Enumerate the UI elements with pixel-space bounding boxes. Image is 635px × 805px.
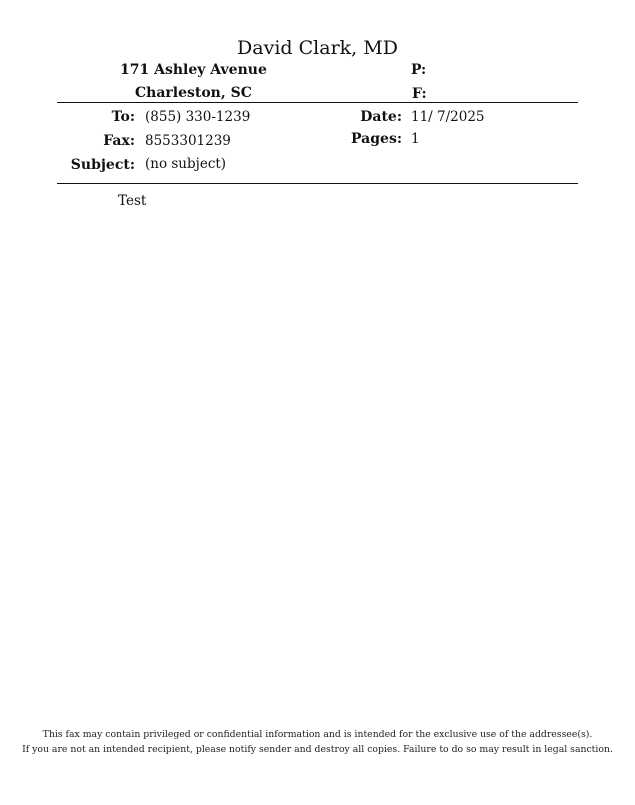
pages-value: 1 — [411, 131, 420, 147]
to-value: (855) 330-1239 — [145, 109, 251, 125]
sender-name: David Clark, MD — [237, 37, 398, 59]
pages-label: Pages: — [351, 131, 402, 147]
message-body: Test — [118, 193, 147, 209]
phone-label: P: — [411, 62, 427, 78]
fax-value: 8553301239 — [145, 133, 231, 149]
confidentiality-notice-line-2: If you are not an intended recipient, please notify sender and destroy all copies. Failure to do so may result in legal sanction. — [22, 744, 613, 755]
sender-fax-label: F: — [412, 86, 427, 102]
address-line-2: Charleston, SC — [135, 85, 252, 101]
fax-label: Fax: — [103, 133, 135, 149]
subject-value: (no subject) — [145, 156, 227, 172]
address-line-1: 171 Ashley Avenue — [120, 62, 267, 78]
date-value: 11/ 7/2025 — [411, 109, 485, 125]
header-divider — [57, 102, 578, 103]
date-label: Date: — [360, 109, 402, 125]
to-label: To: — [111, 109, 135, 125]
subject-label: Subject: — [70, 157, 135, 173]
recipient-divider — [57, 183, 578, 184]
confidentiality-notice-line-1: This fax may contain privileged or confidential information and is intended for the exclusive use of the addressee(s). — [42, 729, 593, 740]
